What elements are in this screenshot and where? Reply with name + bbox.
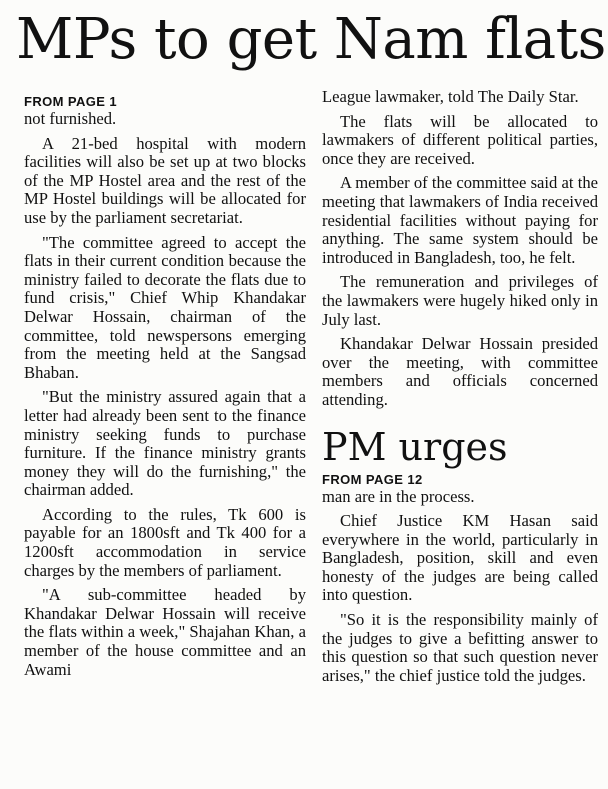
article-paragraph: A member of the committee said at the meeting that lawmakers of India received residential facilities without paying for anything. The same system should be introduced in Bangladesh, too, he felt. (322, 173, 598, 267)
continuation-kicker: FROM PAGE 1 (24, 94, 118, 109)
article-paragraph: League lawmaker, told The Daily Star. (322, 87, 579, 106)
article-paragraph: According to the rules, Tk 600 is payable for an 1800sft and Tk 400 for a 1200sft accommodation in service charges by the members of parliament. (24, 504, 306, 580)
article-paragraph: "But the ministry assured again that a letter had already been sent to the finance ministry seeking funds to purchase furniture. If the finance ministry grants money they will do the furnishing," the chairman added. (24, 387, 306, 500)
article-paragraph: Khandakar Delwar Hossain presided over the meeting, with committee members and officials concerned attending. (322, 334, 598, 409)
second-article-paragraph: Chief Justice KM Hasan said everywhere in the world, particularly in Bangladesh, position, skill and even honesty of the judges are being called into question. (322, 511, 598, 605)
article-paragraph: "A sub-committee headed by Khandakar Delwar Hossain will receive the flats within a week," Shajahan Khan, a member of the house committee and an Awami (24, 585, 306, 679)
article-paragraph: "The committee agreed to accept the flats in their current condition because the ministry failed to decorate the flats due to fund crisis," Chief Whip Khandakar Delwar Hossain, chairman of the committee, told newspersons emerging from the meeting held at the Sangsad Bhaban. (24, 232, 306, 382)
second-headline: PM urges (322, 424, 508, 469)
second-article-paragraph: "So it is the responsibility mainly of the judges to give a befitting answer to this question so that such question never arises," the chief justice told the judges. (322, 610, 598, 685)
left-column (24, 88, 306, 685)
article-paragraph: The flats will be allocated to lawmakers of different political parties, once they are received. (322, 111, 598, 168)
right-column (322, 88, 598, 691)
article-paragraph: A 21-bed hospital with modern facilities will also be set up at two blocks of the MP Hostel area and the rest of the MP Hostel buildings will be allocated for use by the parliament secretariat. (24, 133, 306, 227)
second-article-paragraph: man are in the process. (322, 486, 475, 506)
article-paragraph: The remuneration and privileges of the lawmakers were hugely hiked only in July last. (322, 272, 598, 329)
article-paragraph: not furnished. (24, 109, 117, 128)
second-continuation-kicker: FROM PAGE 12 (322, 471, 423, 487)
main-headline: MPs to get Nam flats (16, 7, 606, 72)
